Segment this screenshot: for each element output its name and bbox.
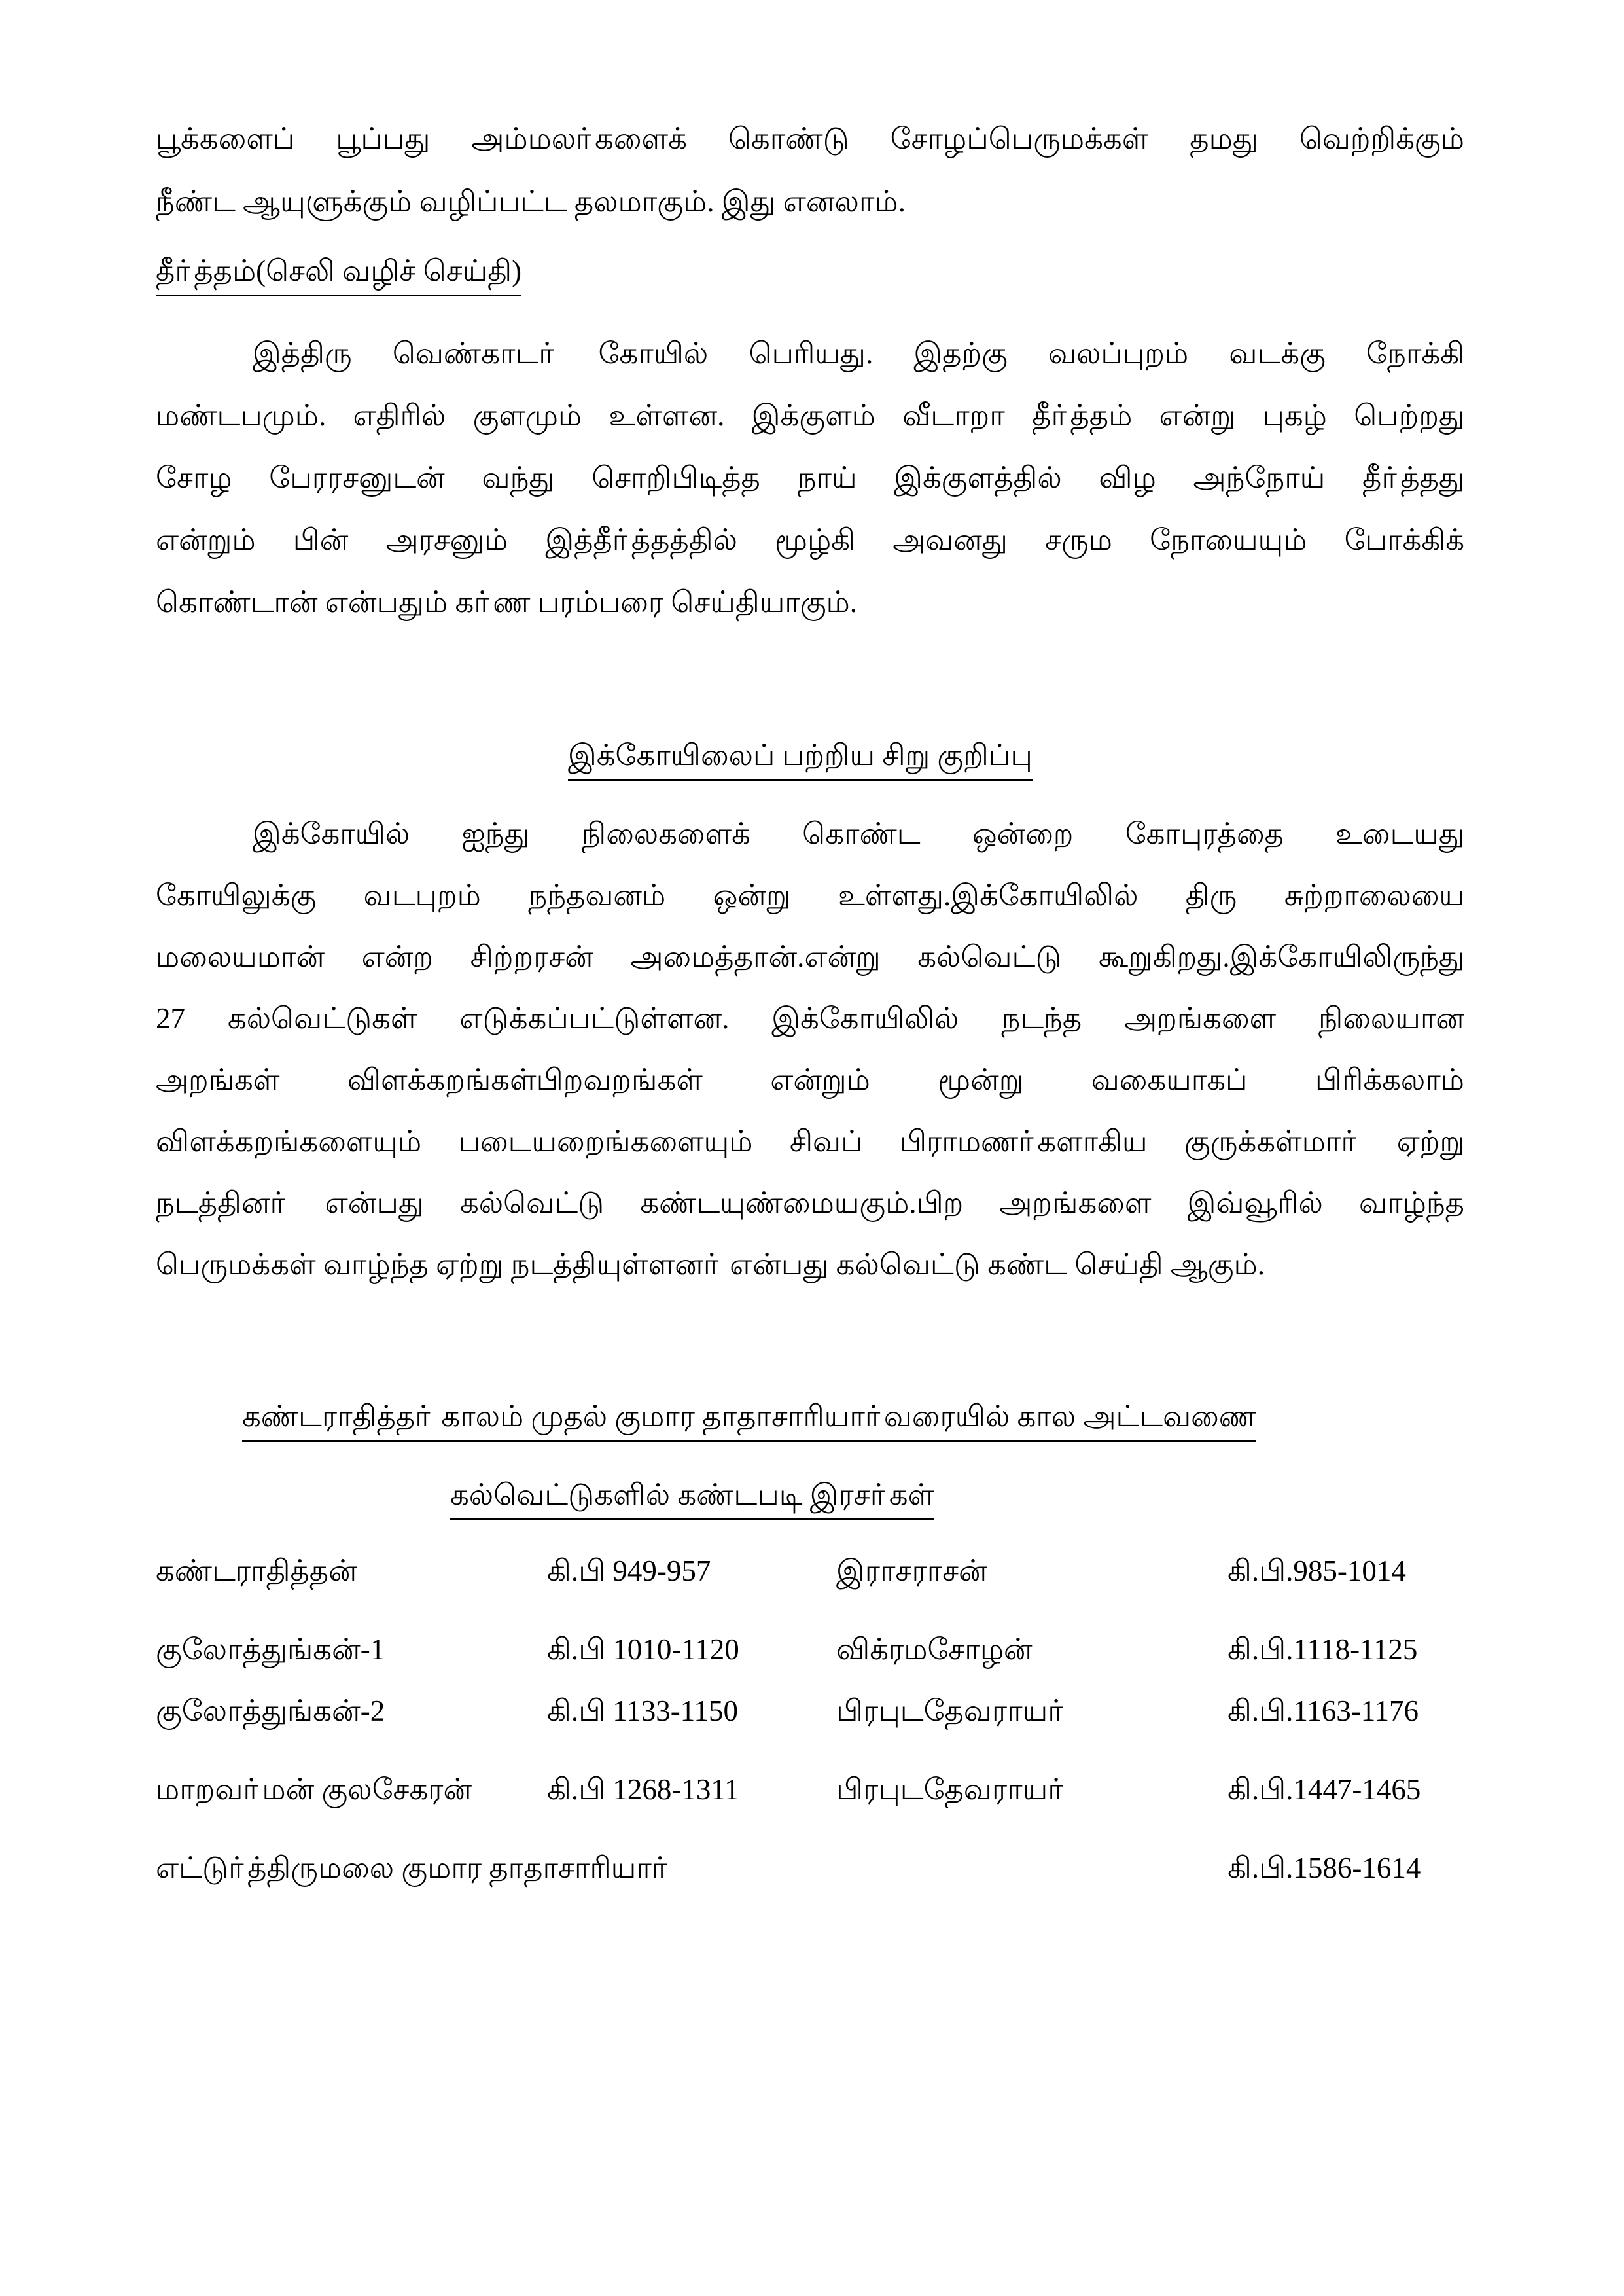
ruler-name: குலோத்துங்கன்-1 (156, 1633, 385, 1666)
paragraph-line: கோயிலுக்கு வடபுறம் நந்தவனம் ஒன்று உள்ளது.இக்கோயிலில் திரு சுற்றாலையை (156, 879, 1464, 912)
paragraph-line: என்றும் பின் அரசனும் இத்தீா்த்தத்தில் மூழ்கி அவனது சரும நோயையும் போக்கிக் (156, 524, 1464, 556)
ruler-name: இராசராசன் (836, 1554, 987, 1587)
paragraph-line: விளக்கறங்களையும் படையறைங்களையும் சிவப் பிராமணா்களாகிய குருக்கள்மாா் ஏற்று (156, 1125, 1464, 1158)
ruler-period: கி.பி 949-957 (547, 1554, 711, 1587)
paragraph-line: நடத்தினா் என்பது கல்வெட்டு கண்டயுண்மையகும்.பிற அறங்களை இவ்வூரில் வாழ்ந்த (156, 1187, 1464, 1219)
ruler-name: குலோத்துங்கன்-2 (156, 1695, 385, 1727)
ruler-name: எட்டுா்த்திருமலை குமார தாதாசாரியாா் (156, 1852, 671, 1884)
paragraph-line: பெருமக்கள் வாழ்ந்த ஏற்று நடத்தியுள்ளனா் என்பது கல்வெட்டு கண்ட செய்தி ஆகும். (156, 1248, 1265, 1281)
paragraph-line: சோழ பேரரசனுடன் வந்து சொறிபிடித்த நாய் இக்குளத்தில் விழ அந்நோய் தீா்த்தது (156, 461, 1464, 494)
ruler-period: கி.பி 1133-1150 (547, 1695, 739, 1727)
ruler-name: விக்ரமசோழன் (836, 1633, 1033, 1666)
timeline-heading: கண்டராதித்தா் காலம் முதல் குமார தாதாசாரியாா்வரையில் கால அட்டவணை (242, 1399, 1256, 1442)
paragraph-line: பூக்களைப் பூப்பது அம்மலா்களைக் கொண்டு சோழப்பெருமக்கள் தமது வெற்றிக்கும் (156, 122, 1464, 155)
timeline-subheading: கல்வெட்டுகளில் கண்டபடி இரசா்கள் (450, 1478, 934, 1520)
paragraph-line: மலையமான் என்ற சிற்றரசன் அமைத்தான்.என்று கல்வெட்டு கூறுகிறது.இக்கோயிலிருந்து (156, 941, 1464, 973)
paragraph-line: இத்திரு வெண்காடா் கோயில் பெரியது. இதற்கு வலப்புறம் வடக்கு நோக்கி (253, 337, 1464, 370)
theertham-heading: தீா்த்தம்(செலி வழிச் செய்தி) (156, 254, 521, 296)
ruler-period: கி.பி.1586-1614 (1227, 1852, 1421, 1884)
ruler-name: பிரபுடதேவராயா் (836, 1773, 1067, 1806)
ruler-name: மாறவா்மன் குலசேகரன் (156, 1773, 472, 1806)
ruler-period: கி.பி 1010-1120 (547, 1633, 739, 1666)
temple-note-heading: இக்கோயிலைப் பற்றிய சிறு குறிப்பு (568, 738, 1033, 781)
ruler-name: கண்டராதித்தன் (156, 1554, 357, 1587)
ruler-period: கி.பி 1268-1311 (547, 1773, 739, 1806)
paragraph-line: மண்டபமும். எதிரில் குளமும் உள்ளன. இக்குளம் வீடாறா தீா்த்தம் என்று புகழ் பெற்றது (156, 399, 1464, 432)
paragraph-line: 27 கல்வெட்டுகள் எடுக்கப்பட்டுள்ளன. இக்கோயிலில் நடந்த அறங்களை நிலையான (156, 1002, 1464, 1035)
ruler-period: கி.பி.1163-1176 (1227, 1695, 1419, 1727)
ruler-period: கி.பி.1118-1125 (1227, 1633, 1418, 1666)
ruler-period: கி.பி.1447-1465 (1227, 1773, 1421, 1806)
paragraph-line: அறங்கள் விளக்கறங்கள்பிறவறங்கள் என்றும் மூன்று வகையாகப் பிரிக்கலாம் (156, 1064, 1464, 1096)
ruler-period: கி.பி.985-1014 (1227, 1554, 1406, 1587)
paragraph-line: நீண்ட ஆயுளுக்கும் வழிப்பட்ட தலமாகும். இது எனலாம். (156, 185, 906, 218)
ruler-name: பிரபுடதேவராயா் (836, 1695, 1067, 1727)
paragraph-line: இக்கோயில் ஐந்து நிலைகளைக் கொண்ட ஒன்றை கோபுரத்தை உடையது (253, 817, 1464, 850)
paragraph-line: கொண்டான் என்பதும் கா்ண பரம்பரை செய்தியாகும். (156, 586, 858, 619)
